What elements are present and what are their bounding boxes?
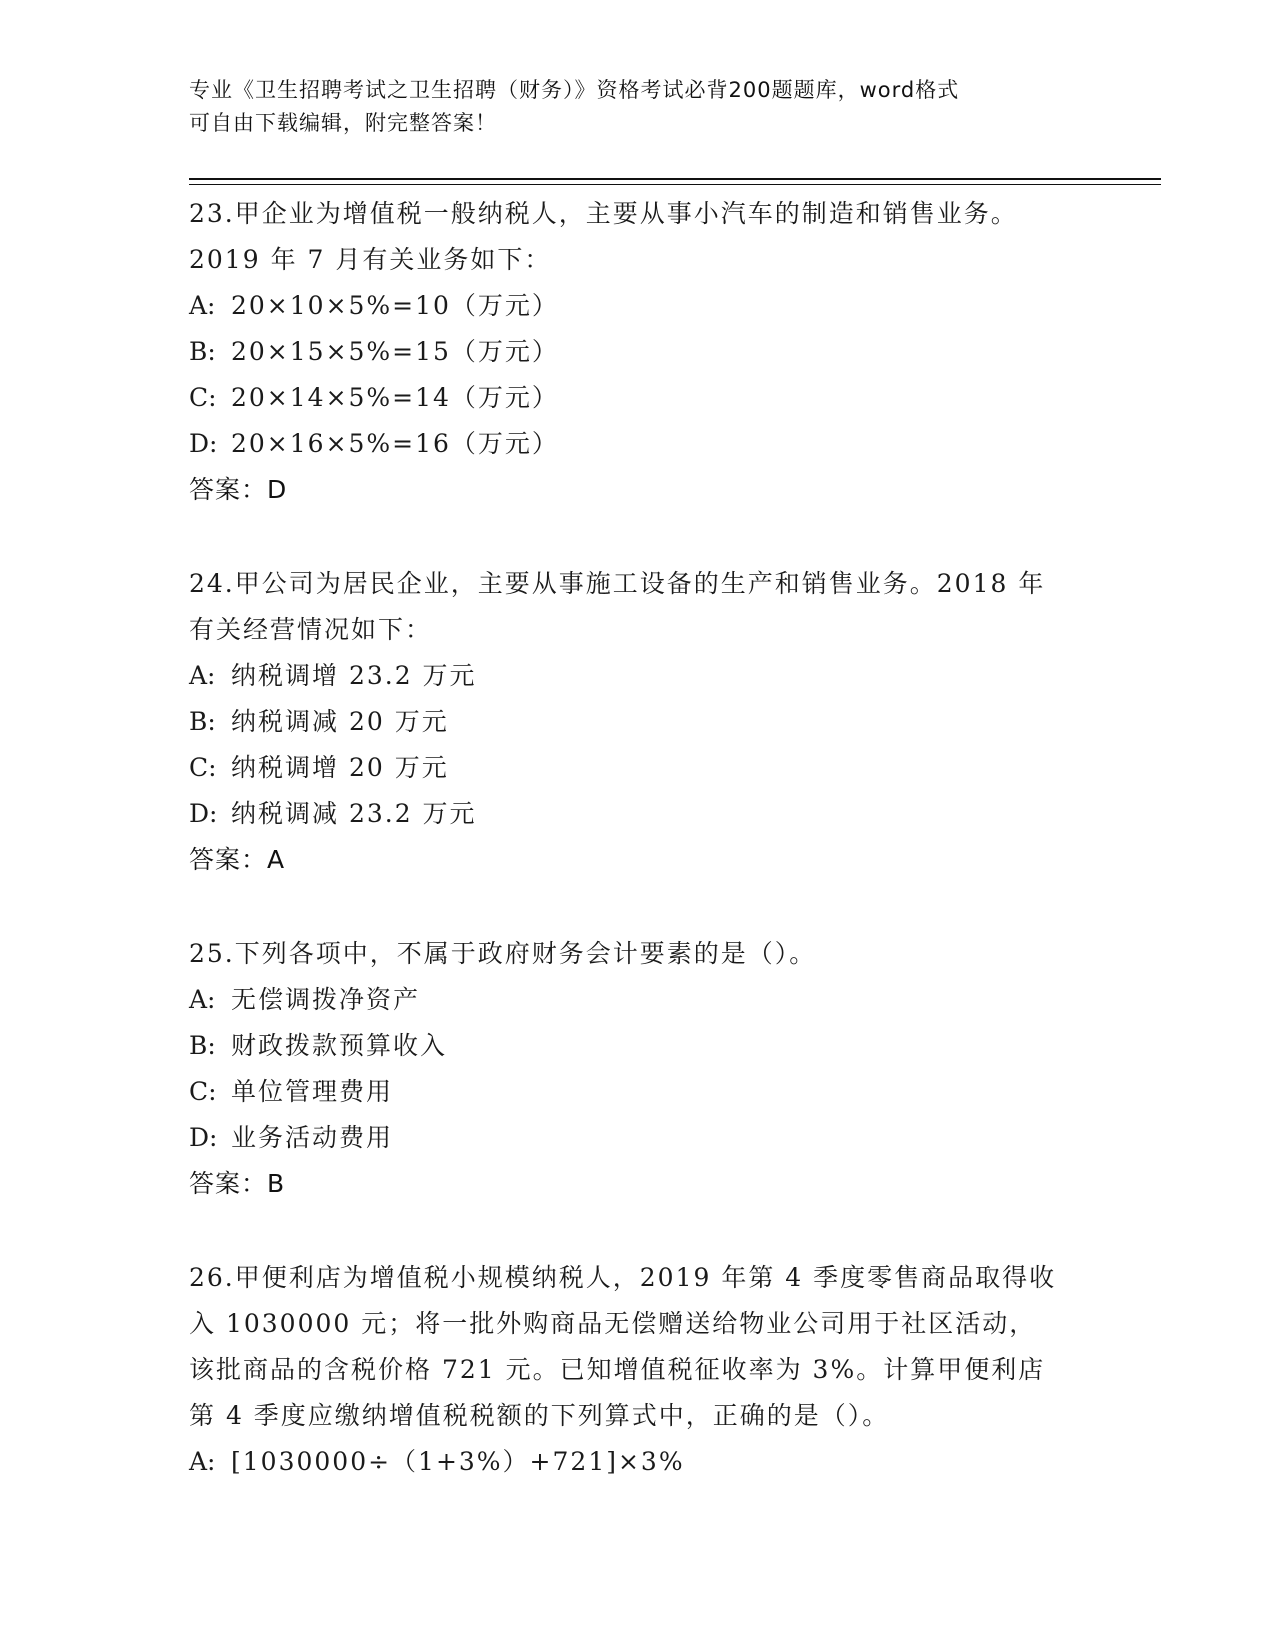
answer-label: 答案：D (189, 475, 288, 504)
question-stem: 该批商品的含税价格 721 元。已知增值税征收率为 3%。计算甲便利店 (189, 1355, 1046, 1384)
option-text: 20×16×5%=16（万元） (231, 429, 559, 458)
option-letter: A: (189, 1447, 216, 1476)
question-stem: 入 1030000 元；将一批外购商品无偿赠送给物业公司用于社区活动， (189, 1309, 1037, 1338)
option-letter: A: (189, 985, 216, 1014)
option-letter: B: (189, 707, 216, 736)
option-text: 纳税调增 23.2 万元 (231, 661, 477, 690)
option-letter: A: (189, 661, 216, 690)
option-a (189, 653, 1109, 699)
question-stem: 有关经营情况如下： (189, 615, 433, 644)
question-block-25 (189, 931, 1109, 1207)
option-text: 纳税调增 20 万元 (231, 753, 449, 782)
option-letter: C: (189, 753, 217, 782)
header-divider-thin (189, 184, 1161, 185)
option-letter: B: (189, 1031, 216, 1060)
question-block-26 (189, 1255, 1109, 1485)
option-text: 20×15×5%=15（万元） (231, 337, 559, 366)
option-c (189, 1069, 1109, 1115)
header-line-2: 可自由下载编辑，附完整答案！ (189, 111, 497, 135)
option-a (189, 283, 1109, 329)
option-text: 单位管理费用 (231, 1077, 394, 1106)
option-letter: B: (189, 337, 216, 366)
option-letter: D: (189, 799, 218, 828)
question-block-23 (189, 191, 1109, 513)
document-header (189, 74, 1089, 140)
option-text: 20×10×5%=10（万元） (231, 291, 559, 320)
question-block-24 (189, 561, 1109, 883)
option-b (189, 1023, 1109, 1069)
option-text: [1030000÷（1+3%）+721]×3% (231, 1447, 685, 1476)
option-text: 纳税调减 23.2 万元 (231, 799, 477, 828)
option-d (189, 791, 1109, 837)
option-text: 20×14×5%=14（万元） (231, 383, 559, 412)
question-stem: 24.甲公司为居民企业，主要从事施工设备的生产和销售业务。2018 年 (189, 569, 1046, 598)
spacer (189, 513, 1109, 561)
option-a (189, 1439, 1109, 1485)
spacer (189, 1207, 1109, 1255)
header-divider-thick (189, 178, 1161, 180)
option-letter: A: (189, 291, 216, 320)
option-text: 纳税调减 20 万元 (231, 707, 449, 736)
question-stem: 23.甲企业为增值税一般纳税人，主要从事小汽车的制造和销售业务。 (189, 199, 1018, 228)
question-stem: 26.甲便利店为增值税小规模纳税人，2019 年第 4 季度零售商品取得收 (189, 1263, 1057, 1292)
question-stem: 第 4 季度应缴纳增值税税额的下列算式中，正确的是（）。 (189, 1401, 890, 1430)
option-b (189, 699, 1109, 745)
option-c (189, 745, 1109, 791)
option-d (189, 1115, 1109, 1161)
option-letter: D: (189, 1123, 218, 1152)
question-stem: 2019 年 7 月有关业务如下： (189, 245, 552, 274)
option-letter: C: (189, 383, 217, 412)
answer-label: 答案：A (189, 845, 286, 874)
option-text: 无偿调拨净资产 (231, 985, 421, 1014)
option-letter: D: (189, 429, 218, 458)
option-a (189, 977, 1109, 1023)
spacer (189, 883, 1109, 931)
header-line-1: 专业《卫生招聘考试之卫生招聘（财务）》资格考试必背200题题库，word格式 (189, 78, 960, 102)
option-b (189, 329, 1109, 375)
option-letter: C: (189, 1077, 217, 1106)
option-text: 业务活动费用 (231, 1123, 394, 1152)
option-c (189, 375, 1109, 421)
question-stem: 25.下列各项中，不属于政府财务会计要素的是（）。 (189, 939, 817, 968)
option-text: 财政拨款预算收入 (231, 1031, 448, 1060)
option-d (189, 421, 1109, 467)
answer-label: 答案：B (189, 1169, 286, 1198)
question-list (189, 191, 1109, 1485)
